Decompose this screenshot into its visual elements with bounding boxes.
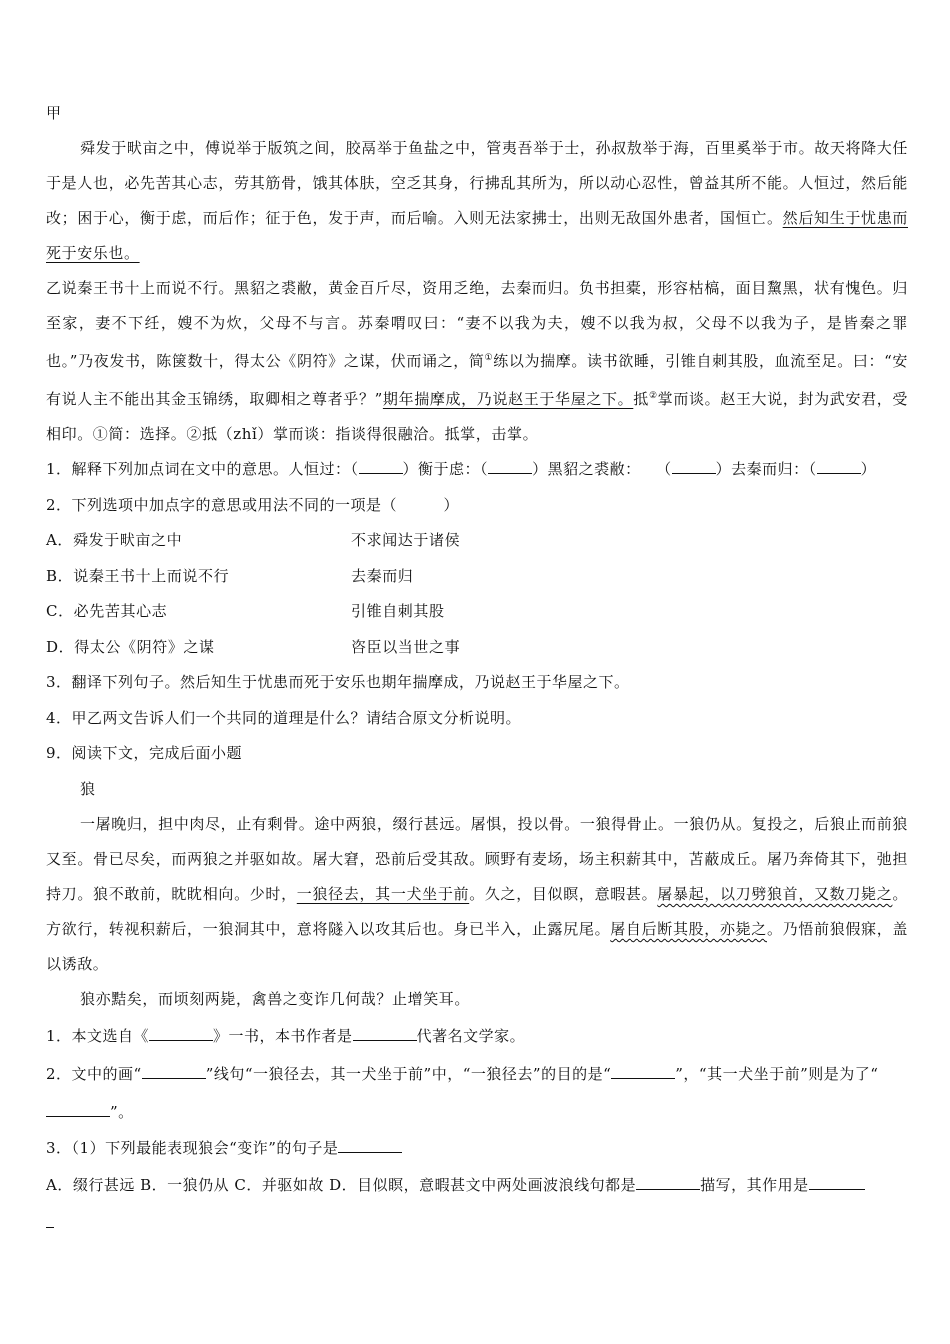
- answer-blank[interactable]: [672, 458, 716, 474]
- question-3: 3．翻译下列句子。然后知生于忧患而死于安乐也期年揣摩成，乃说赵王于华屋之下。: [46, 673, 630, 691]
- wolf-text-a: 一屠晚归，担中肉尽，止有剩骨。途中两狼，缀行甚远。屠惧，投以骨。一狼得骨止。一狼仍从。复投之，后狼止而前狼又至。骨已尽矣，而两狼之并驱如故。屠大窘，恐前后受其敌。顾野有麦场，场主积薪其中，苫蔽成丘。屠乃奔倚其下，弛担持刀。狼不敢前，眈眈相向。少时，: [46, 815, 908, 903]
- yi-passage: [46, 271, 908, 452]
- sub2-b: ”线句“一狼径去，其一犬坐于前”中，“一狼径去”的目的是“: [205, 1064, 612, 1083]
- jia-label: 甲: [46, 104, 62, 122]
- sub-question-1: [46, 1019, 908, 1055]
- wolf-wavy-sentence-1: 屠暴起，以刀劈狼首，又数刀毙之: [657, 885, 893, 903]
- sub1-b: 》一书，本书作者是: [213, 1027, 353, 1045]
- option-a-left: A．舜发于畎亩之中: [46, 531, 183, 549]
- option-b[interactable]: [46, 559, 908, 595]
- footnote-2-mark: ②: [648, 391, 658, 401]
- answer-blank[interactable]: [149, 1025, 213, 1041]
- answer-blank[interactable]: [142, 1063, 206, 1079]
- yi-text-3: 抵: [633, 390, 649, 408]
- answer-blank[interactable]: [817, 458, 861, 474]
- sub-question-2: [46, 1055, 908, 1131]
- sub1-c: 代著名文学家。: [416, 1027, 526, 1045]
- yi-underlined-sentence: 期年揣摩成，乃说赵王于华屋之下。: [382, 390, 634, 408]
- sub3-a: 3．（1）下列最能表现狼会“变诈”的句子是: [46, 1138, 339, 1157]
- answer-blank[interactable]: [353, 1025, 417, 1041]
- wolf-wavy-sentence-2: 屠自后断其股，亦毙之: [610, 920, 767, 938]
- q1-seg3: ）黑貂之裘敝：: [532, 460, 641, 478]
- option-a[interactable]: [46, 523, 908, 559]
- sub2-a: 2．文中的画“: [46, 1064, 142, 1083]
- sub1-a: 1．本文选自《: [46, 1027, 150, 1045]
- option-c-left: C．必先苦其心志: [46, 602, 168, 620]
- answer-blank[interactable]: [46, 1212, 54, 1228]
- sub3-options-b: 描写，其作用是: [700, 1176, 809, 1194]
- yi-text-1: 乙说秦王书十上而说不行。黑貂之裘敝，黄金百斤尽，资用乏绝，去秦而归。负书担橐，形容枯槁，面目黧黑，状有愧色。归至家，妻不下纴，嫂不为炊，父母不与言。苏秦喟叹曰：“妻不以我为夫，嫂不以我为叔，父母不以我为子，是皆秦之罪也。”乃夜发书，陈箧数十，得太公《阴符》之谋，伏而诵之，简: [46, 279, 908, 370]
- option-a-right: 不求闻达于诸侯: [351, 531, 461, 549]
- option-b-left: B．说秦王书十上而说不行: [46, 566, 230, 585]
- q1-seg4: （: [656, 460, 672, 478]
- wolf-text-d: 。乃悟前狼假寐，盖以诱敌。: [46, 920, 908, 973]
- yi-text-2: 练以为揣摩。读书欲睡，引锥自刺其股，血流至足。曰：“安有说人主不能出其金玉锦绣，取卿相之尊者乎？”: [46, 352, 908, 408]
- jia-underlined-sentence: 然后知生于忧患而死于安乐也。: [46, 209, 908, 262]
- option-b-right: 去秦而归: [351, 566, 414, 585]
- wolf-conclusion: 狼亦黠矣，而顷刻两毙，禽兽之变诈几何哉？止增笑耳。: [80, 990, 471, 1008]
- wolf-text-c: 。方欲行，转视积薪后，一狼洞其中，意将隧入以攻其后也。身已半入，止露尻尾。: [46, 885, 908, 938]
- jia-passage: [46, 131, 908, 271]
- footnote-1-mark: ①: [484, 353, 494, 363]
- sub2-c: ”，“其一犬坐于前”则是为了“: [675, 1064, 879, 1083]
- wolf-underlined-sentence: 一狼径去，其一犬坐于前: [296, 885, 470, 903]
- answer-blank[interactable]: [488, 458, 532, 474]
- question-9-stem: 9．阅读下文，完成后面小题: [46, 744, 243, 762]
- option-c-right: 引锥自刺其股: [351, 602, 445, 620]
- sub-question-3-options: [46, 1166, 908, 1242]
- q1-seg5: ）去秦而归：（: [715, 460, 817, 478]
- question-2-stem: 2．下列选项中加点字的意思或用法不同的一项是（ ）: [46, 495, 460, 514]
- q1-seg2: ）衡于虑：（: [402, 460, 489, 478]
- answer-blank[interactable]: [636, 1174, 700, 1190]
- q1-end: ）: [860, 460, 877, 478]
- answer-blank[interactable]: [611, 1063, 675, 1079]
- wolf-passage: [46, 807, 908, 982]
- sub2-d: ”。: [110, 1102, 134, 1121]
- answer-blank[interactable]: [809, 1174, 865, 1190]
- sub3-options-text: A．缀行甚远 B．一狼仍从 C．并驱如故 D．目似瞑，意暇甚文中两处画波浪线句都是: [46, 1176, 637, 1194]
- answer-blank[interactable]: [46, 1101, 110, 1117]
- document-page: [46, 96, 908, 1242]
- option-d[interactable]: [46, 630, 908, 666]
- sub-question-3: [46, 1131, 908, 1167]
- wolf-text-b: 。久之，目似瞑，意暇甚。: [469, 885, 658, 903]
- option-d-left: D．得太公《阴符》之谋: [46, 637, 215, 656]
- question-4: 4．甲乙两文告诉人们一个共同的道理是什么？请结合原文分析说明。: [46, 708, 522, 727]
- passage-title: 狼: [80, 779, 96, 798]
- answer-blank[interactable]: [359, 458, 403, 474]
- yi-text-4: 掌而谈。赵王大说，封为武安君，受相印。①简：选择。②抵（zhǐ）掌而谈：指谈得很融洽。抵掌，击掌。: [46, 390, 908, 443]
- q1-text: 1．解释下列加点词在文中的意思。人恒过：（: [46, 460, 359, 478]
- question-1: [46, 452, 908, 488]
- option-d-right: 咨臣以当世之事: [351, 637, 461, 656]
- answer-blank[interactable]: [338, 1137, 402, 1153]
- option-c[interactable]: [46, 594, 908, 630]
- jia-passage-text: 舜发于畎亩之中，傅说举于版筑之间，胶鬲举于鱼盐之中，管夷吾举于士，孙叔敖举于海，百里奚举于市。故天将降大任于是人也，必先苦其心志，劳其筋骨，饿其体肤，空乏其身，行拂乱其所为，所以动心忍性，曾益其所不能。人恒过，然后能改；困于心，衡于虑，而后作；征于色，发于声，而后喻。入则无法家拂士，出则无敌国外患者，国恒亡。: [46, 139, 908, 227]
